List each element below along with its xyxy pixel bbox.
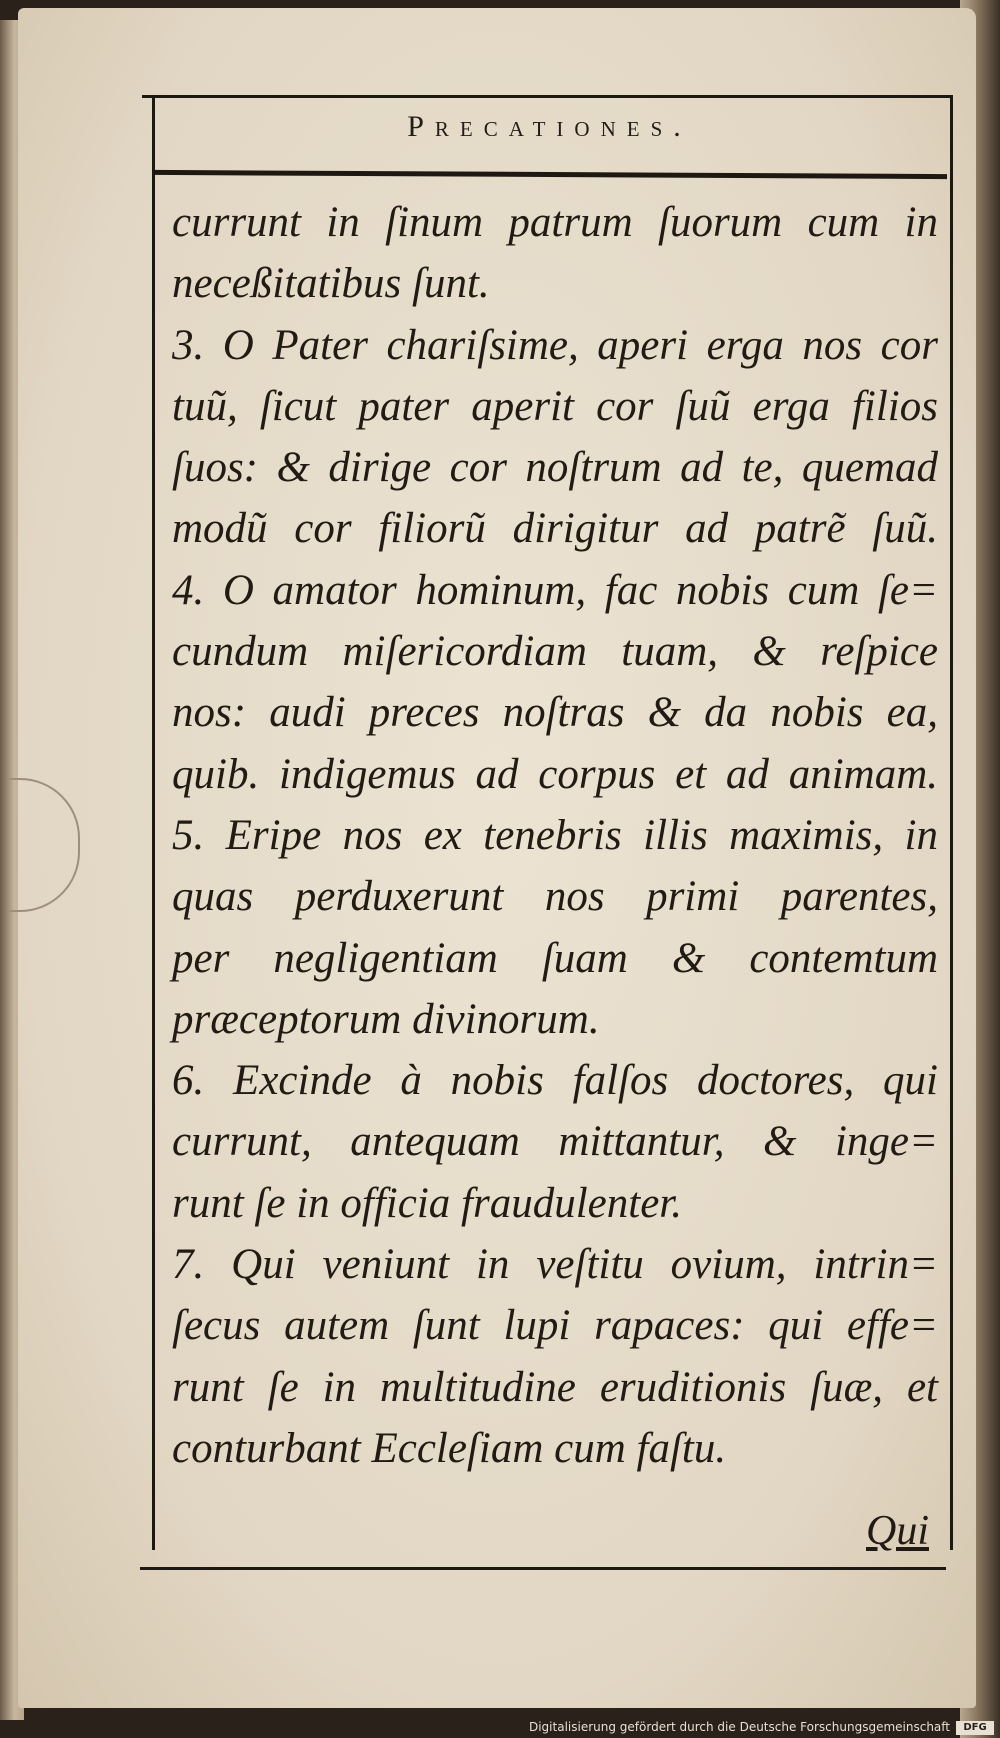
text-line: runt ſe in officia fraudulenter. (172, 1179, 682, 1227)
text-line: conturbant Eccleſiam cum faſtu. (172, 1424, 727, 1472)
text-line: ſecus autem ſunt lupi rapaces: qui effe= (172, 1302, 938, 1350)
text-line: modũ cor filiorũ dirigitur ad patrẽ ſuũ. (172, 505, 938, 553)
text-line: quas perduxerunt nos primi parentes, (172, 873, 938, 921)
text-line: neceßitatibus ſunt. (172, 260, 490, 308)
text-line: currunt in ſinum patrum ſuorum cum in (172, 199, 938, 246)
text-line: 5. Eripe nos ex tenebris illis maximis, in (172, 811, 938, 859)
text-line: 3. O Pater chariſsime, aperi erga nos cor (172, 321, 938, 369)
text-line: 6. Excinde à nobis falſos doctores, qui (172, 1057, 938, 1105)
text-line: nos: audi preces noſtras & da nobis ea, (172, 689, 938, 737)
text-line: per negligentiam ſuam & contemtum (172, 934, 938, 982)
clip-mark (8, 778, 80, 912)
bottom-rule (140, 1567, 946, 1570)
text-line: præceptorum divinorum. (172, 995, 600, 1043)
text-line: runt ſe in multitudine eruditionis ſuæ, et (172, 1363, 938, 1411)
digitization-credit: Digitalisierung gefördert durch die Deutsche Forschungsgemeinschaft (528, 1720, 950, 1734)
body-text (172, 192, 938, 1479)
text-line: 7. Qui veniunt in veſtitu ovium, intrin= (172, 1241, 938, 1289)
dfg-logo: DFG (956, 1721, 994, 1735)
text-line: quib. indigemus ad corpus et ad animam. (172, 750, 938, 798)
text-line: tuũ, ſicut pater aperit cor ſuũ erga filios (172, 382, 938, 430)
text-line: ſuos: & dirige cor noſtrum ad te, quemad (172, 444, 938, 492)
catchword: Qui (866, 1508, 929, 1554)
running-head: Precationes. (407, 110, 692, 143)
text-line: 4. O amator hominum, fac nobis cum ſe= (172, 566, 938, 614)
text-line: cundum miſericordiam tuam, & reſpice (172, 628, 938, 676)
text-line: currunt, antequam mittantur, & inge= (172, 1118, 938, 1166)
